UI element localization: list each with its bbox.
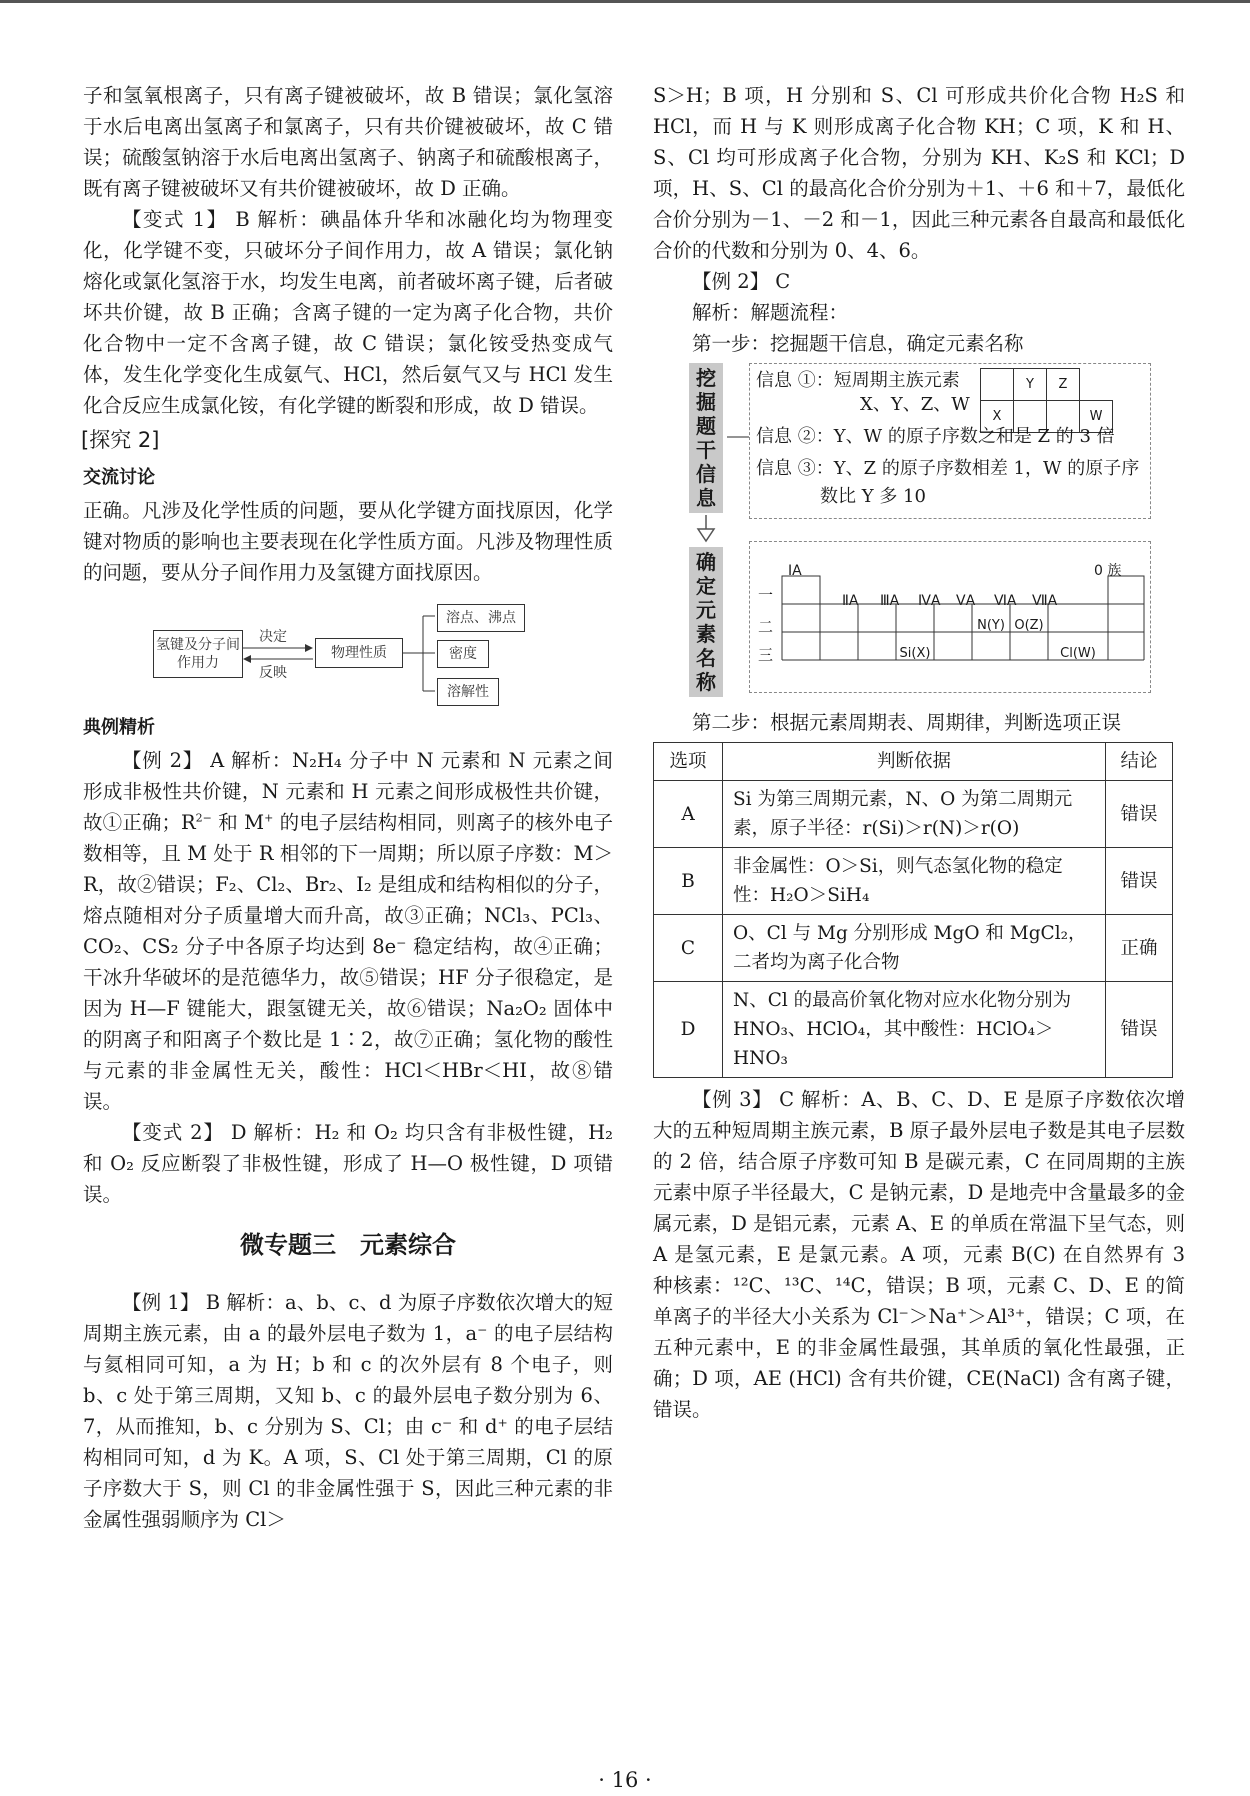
flow-box-hbond: 氢键及分子间作用力 <box>153 630 243 678</box>
row-result: 错误 <box>1106 781 1173 848</box>
info-1: 信息 ①：短周期主族元素 <box>756 370 960 391</box>
cell-cl-w: Cl(W) <box>1060 646 1096 661</box>
grid-cell: W <box>1080 401 1113 433</box>
periodic-box <box>749 541 1151 693</box>
variant-2-answer: 【变式 2】 D 解析：H₂ 和 O₂ 均只含有非极性键，H₂ 和 O₂ 反应断裂了非极性键，形成了 H—O 极性键，D 项错误。 <box>83 1121 613 1206</box>
row-basis: 非金属性：O＞Si，则气态氢化物的稳定性：H₂O＞SiH₄ <box>723 848 1106 915</box>
label-dig-info: 挖掘题干信息 <box>689 363 723 513</box>
example-2-sup-m: + <box>264 811 274 825</box>
row-result: 错误 <box>1106 848 1173 915</box>
page-number: · 16 · <box>598 1768 652 1792</box>
table-row <box>654 982 1173 1078</box>
section-title: 微专题三 元素综合 <box>240 1231 456 1259</box>
group-2a: ⅡA <box>842 593 859 609</box>
cell-si-x: Si(X) <box>899 646 931 661</box>
row-result: 错误 <box>1106 982 1173 1078</box>
grid-cell: Z <box>1047 369 1080 401</box>
right-column <box>653 80 1185 1425</box>
right-paragraph-1: S＞H；B 项，H 分别和 S、Cl 可形成共价化合物 H₂S 和 HCl，而 H 与 K 则形成离子化合物 KH；C 项，K 和 H、S、Cl 均可形成离子化合物，分别为 KH、K₂S 和 KCl；D 项，H、S、Cl 的最高化合价分别为＋1、＋6 和＋7，最低化合价分别为－1、－2 和－1，因此三种元素各自最高和最低化合价的代数和分别为 0、4、6。 <box>653 84 1185 262</box>
example-2-sup-r: 2− <box>195 811 212 825</box>
discussion-paragraph: 正确。凡涉及化学性质的问题，要从化学键方面找原因，化学键对物质的影响也主要表现在化学性质方面。凡涉及物理性质的问题，要从分子间作用力及氢键方面找原因。 <box>83 499 613 584</box>
step-one-label: 第一步：挖掘题干信息，确定元素名称 <box>692 332 1024 355</box>
header-basis: 判断依据 <box>723 743 1106 781</box>
period-1: 一 <box>758 586 774 604</box>
table-header-row <box>654 743 1173 781</box>
flow-label-reflect: 反映 <box>259 665 287 681</box>
grid-cell: X <box>981 401 1014 433</box>
flow-box-density: 密度 <box>437 640 489 668</box>
group-1a: ⅠA <box>788 563 802 579</box>
left-column <box>83 80 613 1535</box>
row-option: B <box>654 848 723 915</box>
row-result: 正确 <box>1106 915 1173 982</box>
group-0: 0 族 <box>1094 563 1122 579</box>
group-7a: ⅦA <box>1032 593 1058 609</box>
table-row <box>654 781 1173 848</box>
example-3-answer: 【例 3】 C 解析：A、B、C、D、E 是原子序数依次增大的五种短周期主族元素，B 原子最外层电子数是其电子层数的 2 倍，结合原子序数可知 B 是碳元素，C 在同周期的主族元素中原子半径最大，C 是钠元素，D 是地壳中含量最多的金属元素，D 是铝元素，元素 A、E 的单质在常温下呈气态，则 A 是氢元素，E 是氯元素。A 项，元素 B(C) 在自然界有 3 种核素：¹²C、¹³C、¹⁴C，错误；B 项，元素 C、D、E 的简单离子的半径大小关系为 Cl⁻＞Na⁺＞Al³⁺，错误；C 项，在五种元素中，E 的非金属性最强，其单质的氧化性最强，正确；D 项，AE (HCl) 含有共价键，CE(NaCl) 含有离子键，错误。 <box>653 1088 1185 1421</box>
info-1b: X、Y、Z、W <box>860 394 970 415</box>
row-basis: O、Cl 与 Mg 分别形成 MgO 和 MgCl₂，二者均为离子化合物 <box>723 915 1106 982</box>
heading-examples: 典例精析 <box>83 717 155 738</box>
group-4a: ⅣA <box>918 593 941 609</box>
example-2-text-b: 和 M <box>211 811 265 834</box>
flow-box-physical: 物理性质 <box>315 638 403 668</box>
header-result: 结论 <box>1106 743 1173 781</box>
element-diagram <box>653 363 1185 707</box>
cell-o-z: O(Z) <box>1014 618 1044 633</box>
heading-discussion: 交流讨论 <box>83 467 155 488</box>
step-two-label: 第二步：根据元素周期表、周期律，判断选项正误 <box>692 711 1122 734</box>
example-1-answer: 【例 1】 B 解析：a、b、c、d 为原子序数依次增大的短周期主族元素，由 a 的最外层电子数为 1，a⁻ 的电子层结构与氦相同可知，a 为 H；b 和 c 的次外层有 8 个电子，则 b、c 处于第三周期，又知 b、c 的最外层电子数分别为 6、7，从而推知，b、c 分别为 S、Cl；由 c⁻ 和 d⁺ 的电子层结构相同可知，d 为 K。A 项，S、Cl 处于第三周期，Cl 的原子序数大于 S，则 Cl 的非金属性强于 S，因此三种元素的非金属性强弱顺序为 Cl＞ <box>83 1291 613 1531</box>
group-6a: ⅥA <box>994 593 1017 609</box>
example-2c-title: 【例 2】 C <box>692 270 791 293</box>
flow-diagram <box>83 596 613 706</box>
period-2: 二 <box>758 618 774 636</box>
info-3b: 数比 Y 多 10 <box>820 486 926 507</box>
variant-1-answer: 【变式 1】 B 解析：碘晶体升华和冰融化均为物理变化，化学键不变，只破坏分子间作用力，故 A 错误；氯化钠熔化或氯化氢溶于水，均发生电离，前者破坏离子键，后者破坏共价键，故 B 正确；含离子键的一定为离子化合物，共价化合物中一定不含离子键，故 C 错误；氯化铵受热变成气体，发生化学变化生成氨气、HCl，然后氨气又与 HCl 发生化合反应生成氯化铵，有化学键的断裂和形成，故 D 错误。 <box>83 208 613 417</box>
group-3a: ⅢA <box>880 593 900 609</box>
flow-box-solubility: 溶解性 <box>437 678 499 706</box>
table-row <box>654 915 1173 982</box>
group-5a: ⅤA <box>956 593 976 609</box>
flow-box-melting: 溶点、沸点 <box>437 604 525 632</box>
left-paragraph-1: 子和氢氧根离子，只有离子键被破坏，故 B 错误；氯化氢溶于水后电离出氢离子和氯离子，只有共价键被破坏，故 C 错误；硫酸氢钠溶于水后电离出氢离子、钠离子和硫酸根离子，既有离子键被破坏又有共价键被破坏，故 D 正确。 <box>83 84 613 200</box>
example-2-text-c: 的电子层结构相同，则离子的核外电子数相等，且 M 处于 R 相邻的下一周期；所以原子序数：M＞R，故②错误；F₂、Cl₂、Br₂、I₂ 是组成和结构相似的分子，熔点随相对分子质量增大而升高，故③正确；NCl₃、PCl₃、CO₂、CS₂ 分子中各原子均达到 8e⁻ 稳定结构，故④正确；干冰升华破坏的是范德华力，故⑤错误；HF 分子很稳定，是因为 H—F 键能大，跟氢键无关，故⑥错误；Na₂O₂ 固体中的阴离子和阳离子个数比是 1∶2，故⑦正确；氢化物的酸性与元素的非金属性无关，酸性：HCl＜HBr＜HI，故⑧错误。 <box>83 811 613 1113</box>
row-basis: Si 为第三周期元素，N、O 为第二周期元素，原子半径：r(Si)＞r(N)＞r(O) <box>723 781 1106 848</box>
analysis-flow-label: 解析：解题流程： <box>692 301 849 324</box>
grid-cell: Y <box>1014 369 1047 401</box>
row-option: D <box>654 982 723 1078</box>
row-basis: N、Cl 的最高价氧化物对应水化物分别为 HNO₃、HClO₄，其中酸性：HClO₄＞HNO₃ <box>723 982 1106 1078</box>
table-row <box>654 848 1173 915</box>
top-rule <box>0 0 1250 3</box>
heading-tanjiu-2: [探究 2] <box>81 428 160 452</box>
periodic-grid <box>750 542 1150 692</box>
header-option: 选项 <box>654 743 723 781</box>
cell-n-y: N(Y) <box>977 618 1005 633</box>
period-3: 三 <box>758 646 774 664</box>
row-option: A <box>654 781 723 848</box>
example-2-answer <box>83 745 613 1117</box>
flow-label-decide: 决定 <box>259 629 287 645</box>
info-2: 信息 ②：Y、W 的原子序数之和是 Z 的 3 倍 <box>756 426 1115 447</box>
judgment-table <box>653 742 1173 1078</box>
example-2-text-a: 【例 2】 A 解析：N₂H₄ 分子中 N 元素和 N 元素之间形成非极性共价键，N 元素和 H 元素之间形成极性共价键，故①正确；R <box>83 749 613 834</box>
info-3: 信息 ③：Y、Z 的原子序数相差 1，W 的原子序 <box>756 458 1140 479</box>
label-determine: 确定元素名称 <box>689 547 723 697</box>
row-option: C <box>654 915 723 982</box>
